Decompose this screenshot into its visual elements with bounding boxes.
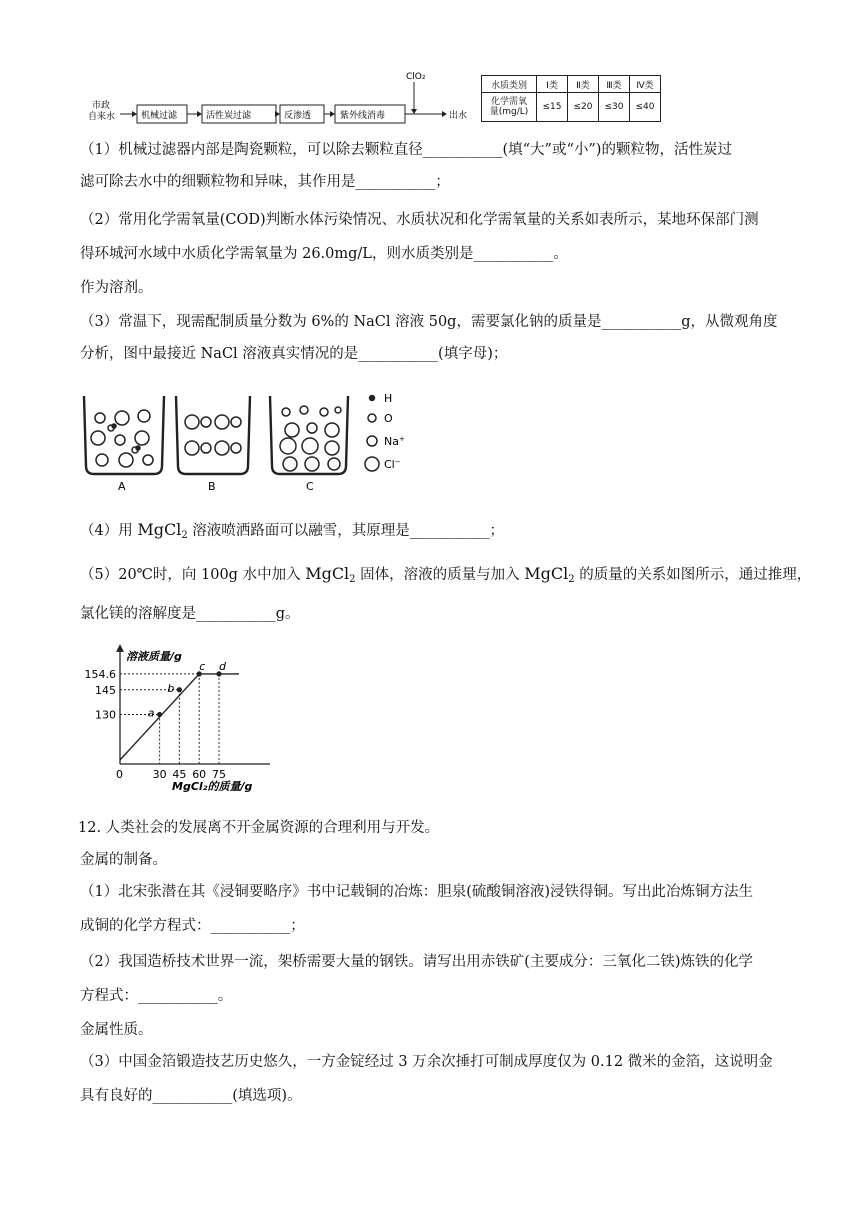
q5-formula-2-sub: 2 bbox=[568, 574, 575, 585]
table-header-cell: Ⅲ类 bbox=[599, 76, 630, 93]
q2-line2: 得环城河水域中水质化学需氧量为 26.0mg/L，则水质类别是___________。 bbox=[80, 246, 568, 262]
q12-p2-line1: （2）我国造桥技术世界一流，架桥需要大量的钢铁。请写出用赤铁矿(主要成分：三氧化二铁)炼铁的化学 bbox=[80, 954, 754, 970]
beaker-label-a: A bbox=[118, 480, 126, 493]
water-quality-table bbox=[481, 75, 661, 122]
chart-point-label-a: a bbox=[147, 706, 155, 720]
q2-line1: （2）常用化学需氧量(COD)判断水体污染情况、水质状况和化学需氧量的关系如表所示，某地环保部门测 bbox=[80, 212, 759, 228]
q5-pre: （5）20℃时，向 100g 水中加入 bbox=[80, 567, 306, 583]
chart-point-label-c: c bbox=[199, 659, 206, 673]
chart-point-label-d: d bbox=[219, 659, 226, 673]
chart-point-label-b: b bbox=[167, 681, 175, 695]
legend-h-label: H bbox=[384, 392, 393, 405]
q5-formula-1: MgCl bbox=[305, 564, 350, 583]
q4-formula: MgCl bbox=[137, 520, 182, 539]
table-header-cell: Ⅰ类 bbox=[537, 76, 568, 93]
q12-p3-line1: （3）中国金箔锻造技艺历史悠久，一方金锭经过 3 万余次捶打可制成厚度仅为 0.12 微米的金箔，这说明金 bbox=[80, 1054, 773, 1070]
flow-step-4-label: 紫外线消毒 bbox=[340, 111, 386, 121]
row-label-line2: 量(mg/L) bbox=[489, 107, 529, 117]
flow-output-label: 出水 bbox=[449, 111, 468, 121]
q2-line3: 作为溶剂。 bbox=[80, 280, 153, 296]
legend-cl-symbol bbox=[365, 457, 379, 471]
legend-o-label: O bbox=[384, 412, 393, 425]
q5-line1 bbox=[80, 564, 811, 590]
table-header-cell: Ⅱ类 bbox=[568, 76, 599, 93]
q12-section-2: 金属性质。 bbox=[80, 1022, 153, 1038]
table-cell: ≤30 bbox=[599, 93, 630, 122]
beaker-label-b: B bbox=[208, 480, 216, 493]
chart-x-tick-label: 45 bbox=[172, 768, 187, 781]
q12-p2-line2: 方程式：___________。 bbox=[80, 988, 233, 1004]
q3-line2: 分析，图中最接近 NaCl 溶液真实情况的是___________(填字母)； bbox=[80, 346, 508, 362]
beakers-figure bbox=[80, 388, 410, 496]
q4-line bbox=[80, 520, 504, 546]
q12-p1-line1: （1）北宋张潜在其《浸铜要略序》书中记载铜的冶炼：胆泉(硫酸铜溶液)浸铁得铜。写出此冶炼铜方法生 bbox=[80, 884, 754, 900]
legend-h-symbol bbox=[370, 396, 375, 401]
q12-p1-line2: 成铜的化学方程式：___________； bbox=[80, 918, 305, 934]
flow-source-line1: 市政 bbox=[92, 101, 111, 111]
q12-title: 12. 人类社会的发展离不开金属资源的合理利用与开发。 bbox=[78, 820, 440, 836]
table-cell: ≤15 bbox=[537, 93, 568, 122]
chart-x-tick-label: 30 bbox=[152, 768, 167, 781]
q5-formula-1-sub: 2 bbox=[349, 574, 356, 585]
chart-x-tick-label: 60 bbox=[192, 768, 207, 781]
q5-post: 的质量的关系如图所示，通过推理， bbox=[574, 567, 812, 583]
table-header-cell: Ⅳ类 bbox=[630, 76, 661, 93]
flow-step-1-label: 机械过滤 bbox=[141, 111, 178, 121]
table-cell: ≤40 bbox=[630, 93, 661, 122]
chart-point-b bbox=[177, 687, 182, 692]
water-treatment-flow-diagram bbox=[84, 68, 474, 130]
flow-additive-label: ClO₂ bbox=[406, 72, 426, 82]
q5-mid: 固体，溶液的质量与加入 bbox=[355, 567, 525, 583]
table-row-label bbox=[482, 93, 537, 122]
table-header-cell: 水质类别 bbox=[482, 76, 537, 93]
q12-p3-line2: 具有良好的___________(填选项)。 bbox=[80, 1088, 302, 1104]
beaker-b bbox=[176, 396, 250, 474]
q5-formula-2: MgCl bbox=[524, 564, 569, 583]
chart-x-tick-label: 75 bbox=[212, 768, 226, 781]
chart-y-tick-label: 145 bbox=[95, 683, 116, 697]
q3-line1: （3）常温下，现需配制质量分数为 6%的 NaCl 溶液 50g，需要氯化钠的质量是___________g，从微观角度 bbox=[80, 314, 778, 330]
legend-cl-label: Cl− bbox=[384, 458, 401, 471]
q4-post: 溶液喷洒路面可以融雪，其原理是___________； bbox=[187, 523, 505, 539]
chart-y-label: 溶液质量/g bbox=[126, 650, 182, 663]
table-cell: ≤20 bbox=[568, 93, 599, 122]
row-label-line1: 化学需氧 bbox=[490, 97, 527, 107]
q1-line2: 滤可除去水中的细颗粒物和异味，其作用是___________； bbox=[80, 174, 450, 190]
legend-o-symbol bbox=[368, 414, 376, 422]
chart-y-tick-label: 154.6 bbox=[84, 667, 116, 681]
chart-x-label: MgCl₂的质量/g bbox=[172, 780, 253, 793]
legend-na-symbol bbox=[367, 436, 377, 446]
flow-source-line2: 自来水 bbox=[88, 112, 116, 122]
q5-line2: 氯化镁的溶解度是___________g。 bbox=[80, 606, 300, 622]
flow-step-3-label: 反渗透 bbox=[284, 111, 312, 121]
q4-pre: （4）用 bbox=[80, 523, 138, 539]
chart-point-a bbox=[157, 712, 162, 717]
q4-formula-sub: 2 bbox=[181, 530, 188, 541]
beaker-label-c: C bbox=[306, 480, 314, 493]
q1-line1: （1）机械过滤器内部是陶瓷颗粒，可以除去颗粒直径___________(填“大”或“小”)的颗粒物，活性炭过 bbox=[80, 142, 732, 158]
chart-x-tick-label: 0 bbox=[116, 768, 123, 781]
legend-na-label: Na+ bbox=[384, 435, 405, 448]
q12-section-1: 金属的制备。 bbox=[80, 852, 167, 868]
solution-mass-chart bbox=[80, 644, 280, 796]
chart-y-tick-label: 130 bbox=[95, 708, 116, 722]
flow-step-2-label: 活性炭过滤 bbox=[206, 111, 252, 121]
